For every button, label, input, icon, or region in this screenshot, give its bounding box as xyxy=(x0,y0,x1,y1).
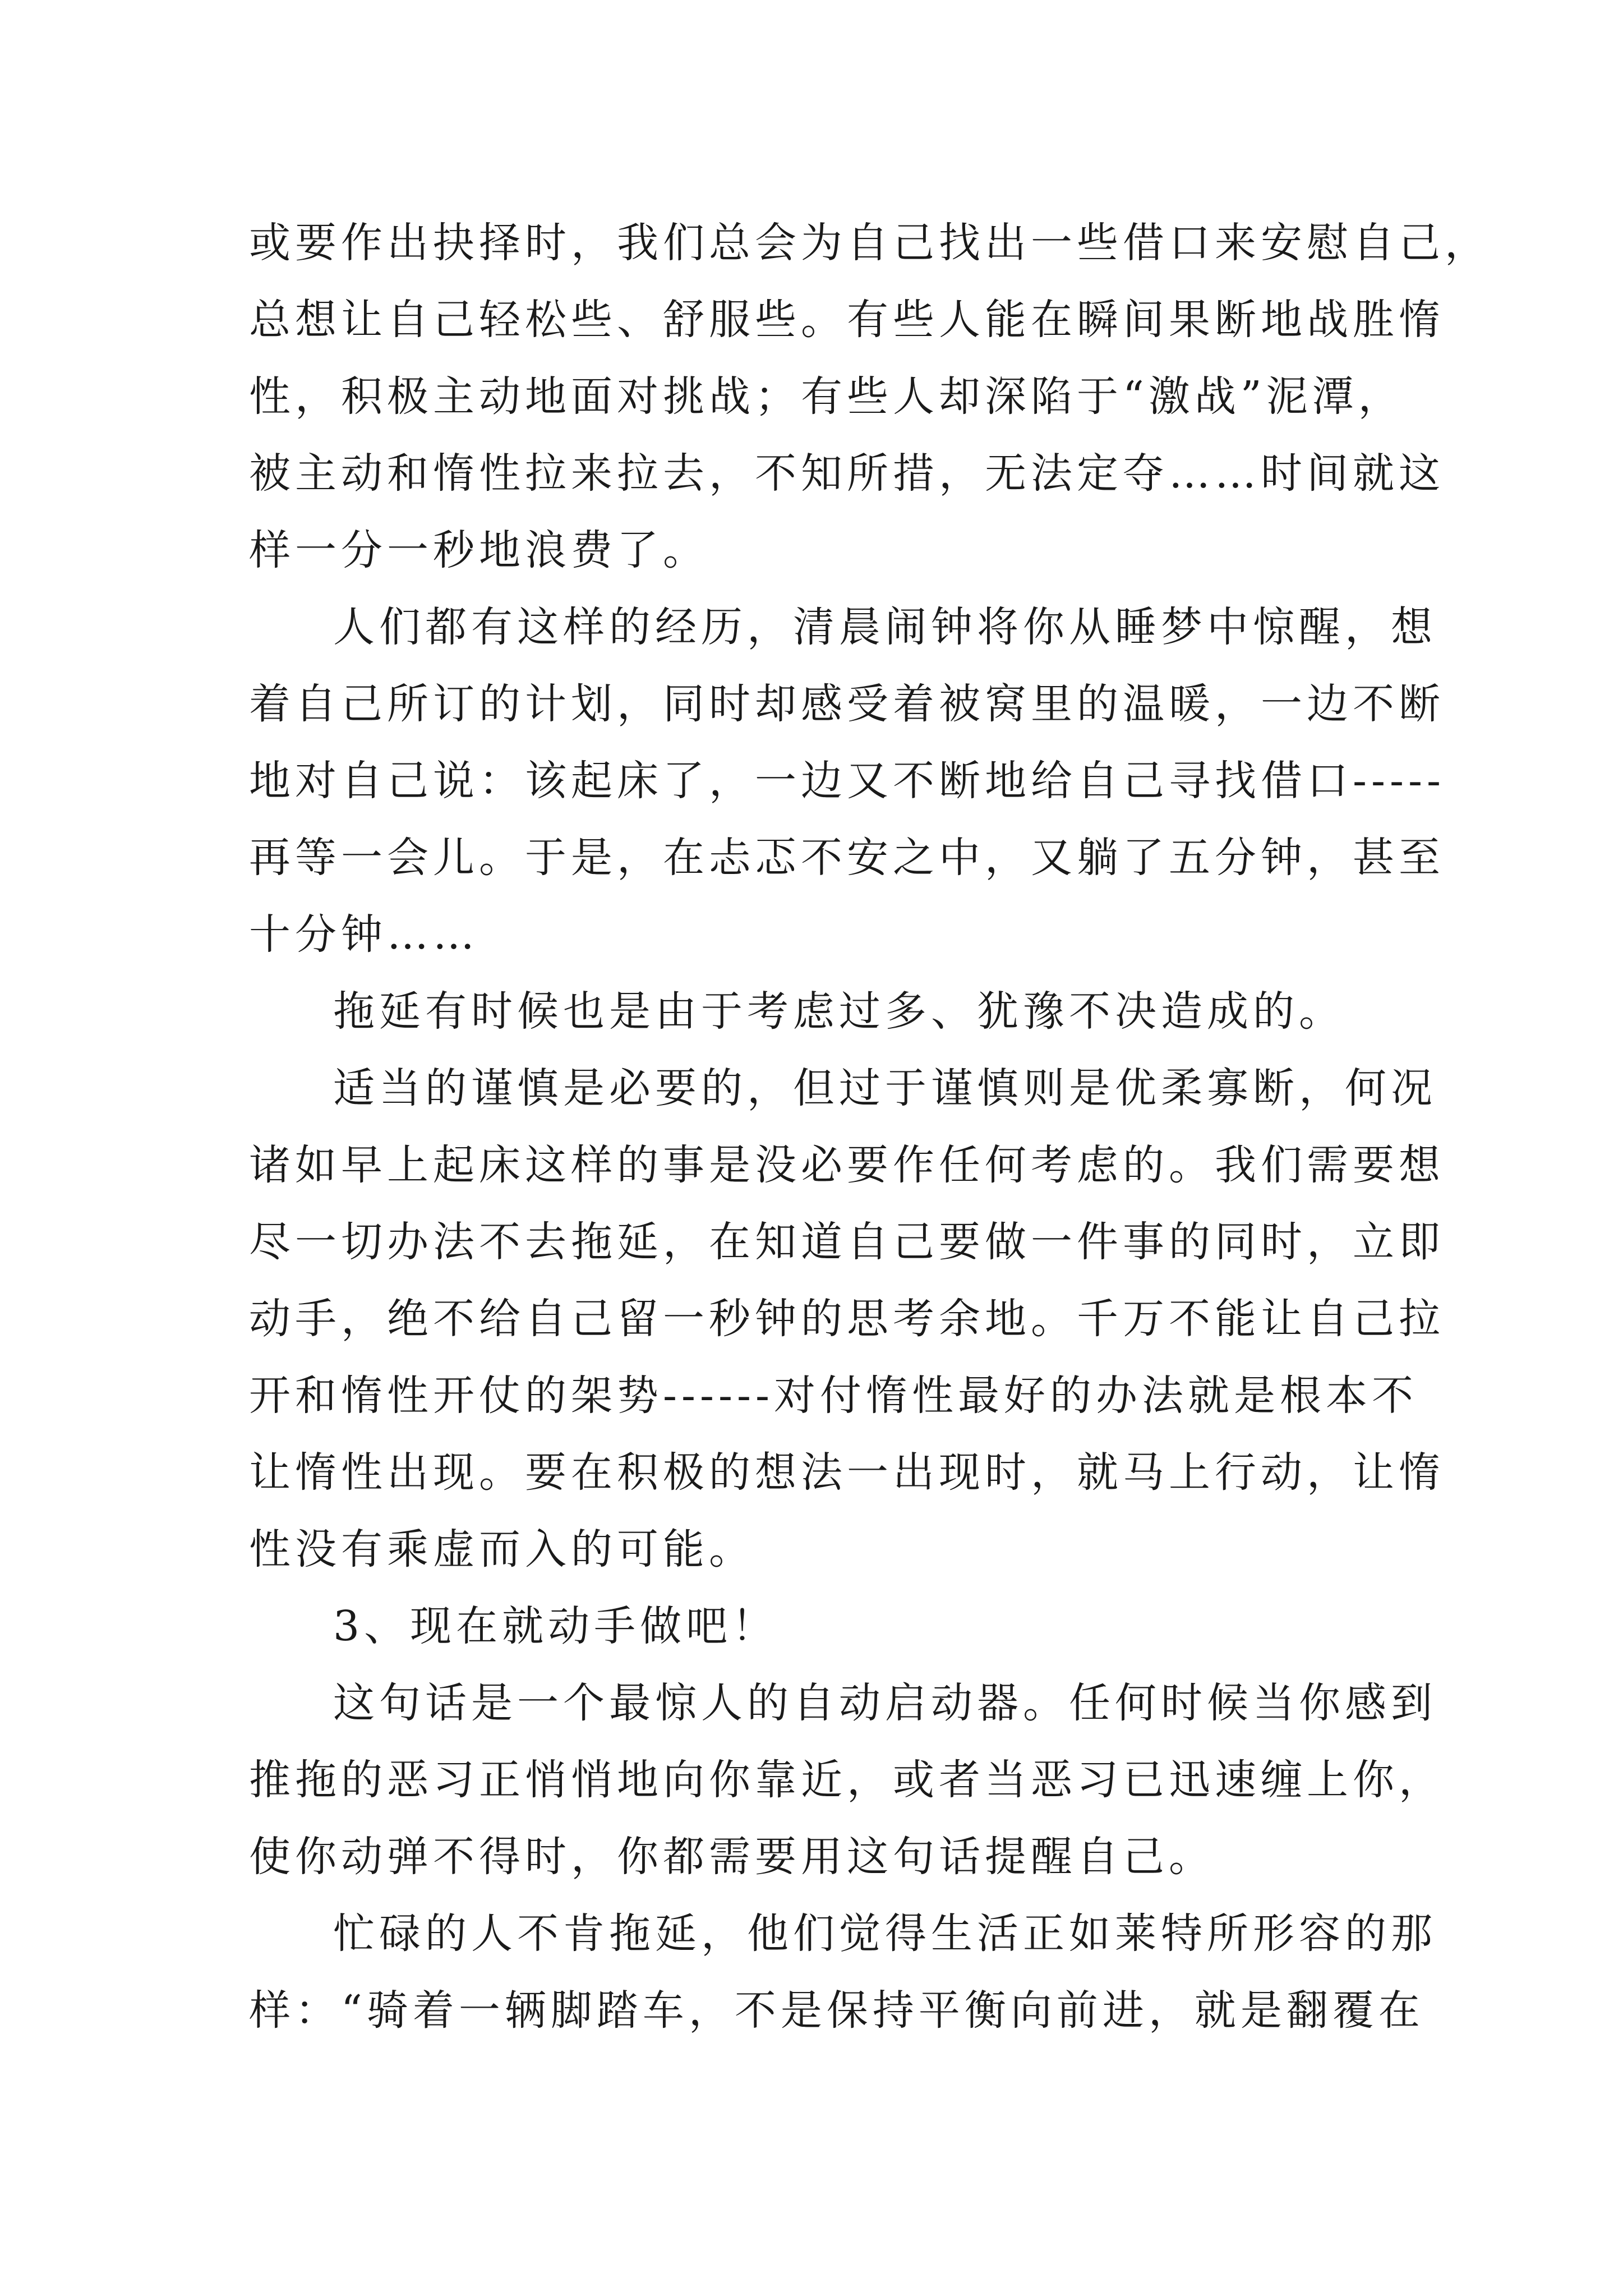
text-line: 性没有乘虚而入的可能。 xyxy=(249,1525,755,1573)
text-line: 让惰性出现。要在积极的想法一出现时，就马上行动，让惰 xyxy=(249,1448,1445,1497)
paragraph-first-line: 这句话是一个最惊人的自动启动器。任何时候当你感到 xyxy=(333,1679,1437,1727)
text-line: 使你动弹不得时，你都需要用这句话提醒自己。 xyxy=(249,1833,1215,1881)
text-line: 或要作出抉择时，我们总会为自己找出一些借口来安慰自己， xyxy=(249,219,1491,267)
text-line: 被主动和惰性拉来拉去，不知所措，无法定夺……时间就这 xyxy=(249,449,1445,498)
paragraph-first-line: 忙碌的人不肯拖延，他们觉得生活正如莱特所形容的那 xyxy=(333,1910,1437,1958)
text-line: 十分钟…… xyxy=(249,910,479,959)
text-line: 动手，绝不给自己留一秒钟的思考余地。千万不能让自己拉 xyxy=(249,1295,1445,1343)
paragraph-first-line: 人们都有这样的经历，清晨闹钟将你从睡梦中惊醒，想 xyxy=(333,603,1437,651)
paragraph-first-line: 适当的谨慎是必要的，但过于谨慎则是优柔寡断，何况 xyxy=(333,1064,1437,1112)
text-line: 再等一会儿。于是，在忐忑不安之中，又躺了五分钟，甚至 xyxy=(249,834,1445,882)
paragraph-first-line: 3、现在就动手做吧！ xyxy=(333,1602,778,1650)
text-line: 诸如早上起床这样的事是没必要作任何考虑的。我们需要想 xyxy=(249,1141,1445,1189)
text-line: 性，积极主动地面对挑战；有些人却深陷于“激战”泥潭， xyxy=(249,372,1404,421)
text-line: 样一分一秒地浪费了。 xyxy=(249,526,709,574)
text-line: 尽一切办法不去拖延，在知道自己要做一件事的同时，立即 xyxy=(249,1218,1445,1266)
text-line: 推拖的恶习正悄悄地向你靠近，或者当恶习已迅速缠上你， xyxy=(249,1756,1445,1804)
document-body xyxy=(249,205,1491,2049)
paragraph-first-line: 拖延有时候也是由于考虑过多、犹豫不决造成的。 xyxy=(333,987,1345,1036)
text-line: 开和惰性开仗的架势------对付惰性最好的办法就是根本不 xyxy=(249,1372,1418,1420)
text-line: 样：“骑着一辆脚踏车，不是保持平衡向前进，就是翻覆在 xyxy=(249,1986,1424,2035)
text-line: 总想让自己轻松些、舒服些。有些人能在瞬间果断地战胜惰 xyxy=(249,296,1445,344)
text-line: 着自己所订的计划，同时却感受着被窝里的温暖，一边不断 xyxy=(249,680,1445,728)
text-line: 地对自己说：该起床了，一边又不断地给自己寻找借口----- xyxy=(249,757,1446,805)
